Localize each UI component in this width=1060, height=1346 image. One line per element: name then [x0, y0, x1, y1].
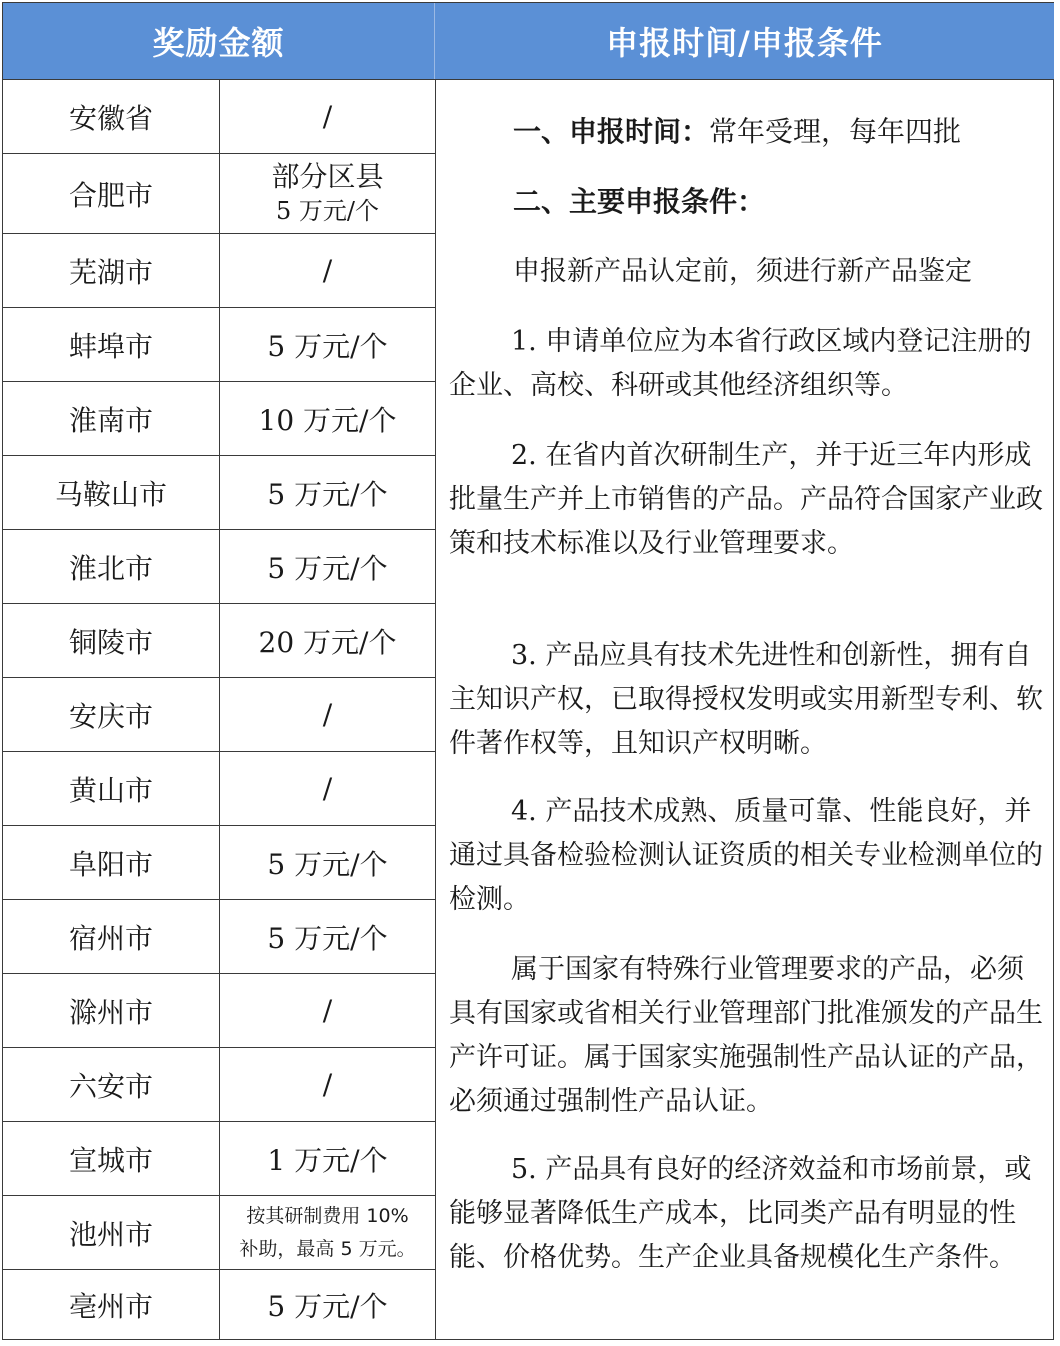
table-row	[3, 1048, 435, 1122]
city-name: 铜陵市	[68, 625, 153, 659]
condition-item-5: 5. 产品具有良好的经济效益和市场前景，或能够显著降低生产成本，比同类产品有明显的性能、价格优势。生产企业具备规模化生产条件。	[449, 1154, 1032, 1273]
award-amount: /	[322, 698, 333, 731]
award-amount: 5 万元/个	[267, 921, 388, 955]
table-row	[3, 234, 435, 308]
award-amount: 20 万元/个	[258, 625, 397, 659]
city-name: 蚌埠市	[68, 329, 153, 363]
condition-item-4-note: 属于国家有特殊行业管理要求的产品，必须具有国家或省相关行业管理部门批准颁发的产品生产许可证。属于国家实施强制性产品认证的产品，必须通过强制性产品认证。	[449, 954, 1043, 1117]
table-row	[3, 80, 435, 154]
city-name: 安徽省	[68, 101, 153, 135]
column-divider	[435, 79, 436, 1340]
conditions-intro: 申报新产品认定前，须进行新产品鉴定	[513, 256, 972, 287]
award-amount: /	[322, 100, 333, 133]
award-amount-line: 5 万元/个	[276, 196, 379, 225]
table-row	[3, 900, 435, 974]
award-amount: /	[322, 1068, 333, 1101]
city-name: 宿州市	[68, 921, 153, 955]
condition-item-1: 1. 申请单位应为本省行政区域内登记注册的企业、高校、科研或其他经济组织等。	[449, 326, 1032, 401]
award-amount-line: 按其研制费用 10%	[246, 1204, 409, 1227]
table-row	[3, 1196, 435, 1270]
table-row	[3, 308, 435, 382]
award-amount: 10 万元/个	[258, 403, 397, 437]
award-amount: 5 万元/个	[267, 329, 388, 363]
award-amount-line: 补助，最高 5 万元。	[239, 1237, 416, 1260]
application-time-value: 常年受理，每年四批	[709, 115, 962, 148]
table-row	[3, 154, 435, 234]
header-award-amount: 奖励金额	[3, 3, 435, 79]
table-row	[3, 752, 435, 826]
city-name: 安庆市	[68, 699, 153, 733]
conditions-panel	[449, 80, 1047, 1338]
city-name: 亳州市	[68, 1290, 153, 1323]
city-name: 马鞍山市	[54, 477, 167, 511]
award-amount	[220, 1196, 435, 1269]
table-row	[3, 678, 435, 752]
city-name: 滁州市	[68, 995, 153, 1029]
award-amount: /	[322, 994, 333, 1027]
city-name: 芜湖市	[68, 255, 153, 289]
city-name: 淮南市	[68, 403, 153, 437]
table-row	[3, 1270, 435, 1340]
award-amount	[220, 154, 435, 233]
table-row	[3, 604, 435, 678]
city-name: 黄山市	[68, 773, 153, 807]
table-row	[3, 456, 435, 530]
award-amount: 5 万元/个	[267, 847, 388, 881]
award-amount: /	[322, 254, 333, 287]
table-row	[3, 1122, 435, 1196]
award-amount: 5 万元/个	[267, 1290, 388, 1323]
award-amount-line: 部分区县	[271, 159, 384, 193]
award-amount: 5 万元/个	[267, 477, 388, 511]
table-row	[3, 530, 435, 604]
award-table	[2, 2, 1054, 1340]
award-amount: 1 万元/个	[267, 1143, 388, 1177]
condition-item-4: 4. 产品技术成熟、质量可靠、性能良好，并通过具备检验检测认证资质的相关专业检测单位的检测。	[449, 796, 1043, 915]
condition-item-2: 2. 在省内首次研制生产，并于近三年内形成批量生产并上市销售的产品。产品符合国家产业政策和技术标准以及行业管理要求。	[449, 440, 1043, 559]
city-name: 池州市	[68, 1217, 153, 1251]
city-name: 宣城市	[68, 1143, 153, 1177]
award-amount: 5 万元/个	[267, 551, 388, 585]
header-application-conditions: 申报时间/申报条件	[435, 3, 1054, 79]
table-row	[3, 974, 435, 1048]
main-conditions-heading: 二、主要申报条件：	[513, 185, 766, 218]
city-name: 合肥市	[68, 178, 153, 212]
city-name: 淮北市	[68, 551, 153, 585]
application-time-label: 一、申报时间：	[513, 115, 710, 148]
application-time	[449, 110, 1047, 154]
table-row	[3, 826, 435, 900]
table-row	[3, 382, 435, 456]
city-name: 阜阳市	[68, 847, 153, 881]
award-amount: /	[322, 772, 333, 805]
city-name: 六安市	[68, 1069, 153, 1103]
condition-item-3: 3. 产品应具有技术先进性和创新性，拥有自主知识产权，已取得授权发明或实用新型专利、软件著作权等，且知识产权明晰。	[449, 640, 1043, 759]
